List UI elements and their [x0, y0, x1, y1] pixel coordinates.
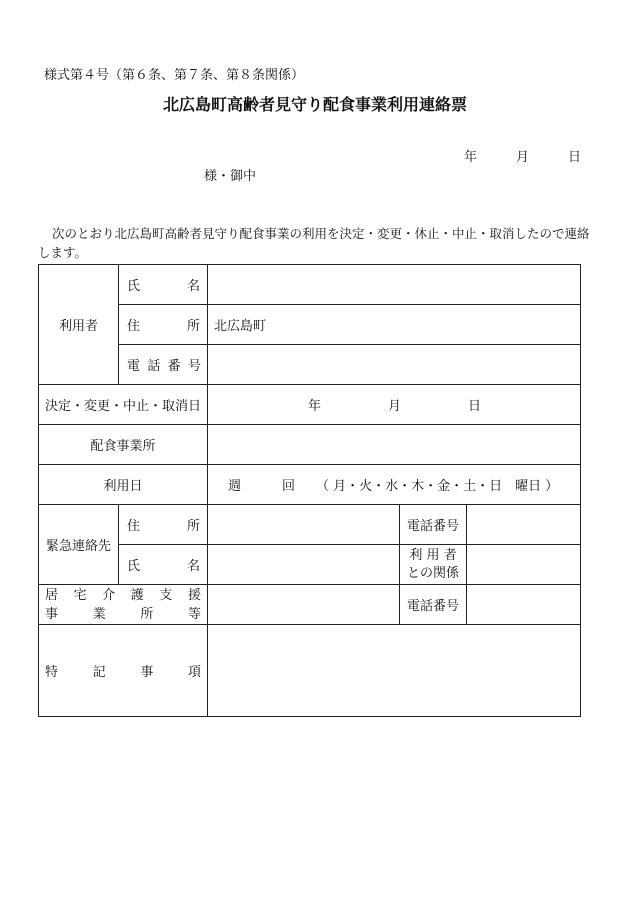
em-address-label-cell — [119, 505, 208, 545]
contact-form-table — [38, 264, 581, 717]
address-label-2: 所 — [186, 319, 200, 334]
page-title: 北広島町高齢者見守り配食事業利用連絡票 — [162, 95, 467, 114]
decision-date-label: 決定・変更・中止・取消日 — [39, 385, 208, 425]
usage-field[interactable] — [208, 465, 581, 505]
provider-row — [39, 425, 581, 465]
user-section-label: 利用者 — [39, 265, 119, 385]
phone-label-cell — [119, 345, 208, 385]
emergency-name-row — [39, 545, 581, 585]
address-label-1: 住 — [127, 319, 141, 334]
em-name-field[interactable] — [208, 545, 400, 585]
em-relation-line2: との関係 — [406, 565, 459, 581]
emergency-section-label: 緊急連絡先 — [39, 505, 119, 585]
notes-char-4: 項 — [187, 665, 201, 680]
usage-label: 利用日 — [39, 465, 208, 505]
date-year-label: 年 — [464, 150, 478, 165]
decision-date-field[interactable] — [208, 385, 581, 425]
user-name-field[interactable] — [208, 265, 581, 305]
notes-char-1: 特 — [45, 665, 59, 680]
form-number: 様式第４号（第６条、第７条、第８条関係） — [44, 68, 305, 83]
phone-label-1: 電 — [127, 359, 141, 374]
date-month-label: 月 — [516, 150, 530, 165]
em-address-label-2: 所 — [186, 519, 200, 534]
date-line — [464, 146, 581, 165]
decision-date-row — [39, 385, 581, 425]
care-phone-field[interactable] — [467, 585, 581, 625]
care-office-label — [39, 585, 208, 625]
phone-label-2: 話 — [147, 359, 161, 374]
notes-label-cell — [39, 625, 208, 717]
care-char-10: 等 — [187, 606, 201, 622]
intro-text: 次のとおり北広島町高齢者見守り配食事業の利用を決定・変更・休止・中止・取消したので連絡します。 — [38, 226, 590, 260]
decision-day-label: 日 — [468, 399, 482, 414]
name-label-2: 名 — [186, 279, 200, 294]
provider-label: 配食事業所 — [39, 425, 208, 465]
care-phone-label: 電話番号 — [400, 585, 467, 625]
care-char-9: 所 — [140, 606, 154, 622]
em-phone-field[interactable] — [467, 505, 581, 545]
notes-row — [39, 625, 581, 717]
user-name-row — [39, 265, 581, 305]
care-char-6: 援 — [187, 587, 201, 603]
user-phone-field[interactable] — [208, 345, 581, 385]
care-office-field[interactable] — [208, 585, 400, 625]
care-char-2: 宅 — [73, 587, 87, 603]
notes-char-2: 記 — [92, 665, 106, 680]
decision-year-label: 年 — [308, 399, 322, 414]
em-name-label-2: 名 — [186, 559, 200, 574]
em-name-label-1: 氏 — [127, 559, 141, 574]
notes-field[interactable] — [208, 625, 581, 717]
phone-label-3: 番 — [167, 359, 181, 374]
name-label-cell — [119, 265, 208, 305]
em-relation-line1: 利 用 者 — [409, 547, 457, 563]
care-char-7: 事 — [45, 606, 59, 622]
care-char-8: 業 — [92, 606, 106, 622]
user-address-field[interactable]: 北広島町 — [208, 305, 581, 345]
address-label-cell — [119, 305, 208, 345]
care-char-5: 支 — [159, 587, 173, 603]
date-day-label: 日 — [568, 150, 582, 165]
provider-field[interactable] — [208, 425, 581, 465]
em-name-label-cell — [119, 545, 208, 585]
care-char-1: 居 — [45, 587, 59, 603]
usage-days-list: （ 月・火・水・木・金・土・日 曜日 ） — [316, 479, 559, 494]
care-office-row — [39, 585, 581, 625]
em-relation-label-cell — [400, 545, 467, 585]
em-phone-label: 電話番号 — [400, 505, 467, 545]
usage-week-label: 週 — [228, 479, 242, 494]
notes-char-3: 事 — [140, 665, 154, 680]
usage-row — [39, 465, 581, 505]
user-address-row — [39, 305, 581, 345]
user-phone-row — [39, 345, 581, 385]
addressee: 様・御中 — [204, 169, 257, 184]
emergency-address-row — [39, 505, 581, 545]
em-address-label-1: 住 — [127, 519, 141, 534]
care-char-4: 護 — [130, 587, 144, 603]
phone-label-4: 号 — [187, 359, 201, 374]
decision-month-label: 月 — [388, 399, 402, 414]
em-address-field[interactable] — [208, 505, 400, 545]
care-char-3: 介 — [102, 587, 116, 603]
em-relation-field[interactable] — [467, 545, 581, 585]
usage-times-label: 回 — [282, 479, 296, 494]
name-label-1: 氏 — [127, 279, 141, 294]
